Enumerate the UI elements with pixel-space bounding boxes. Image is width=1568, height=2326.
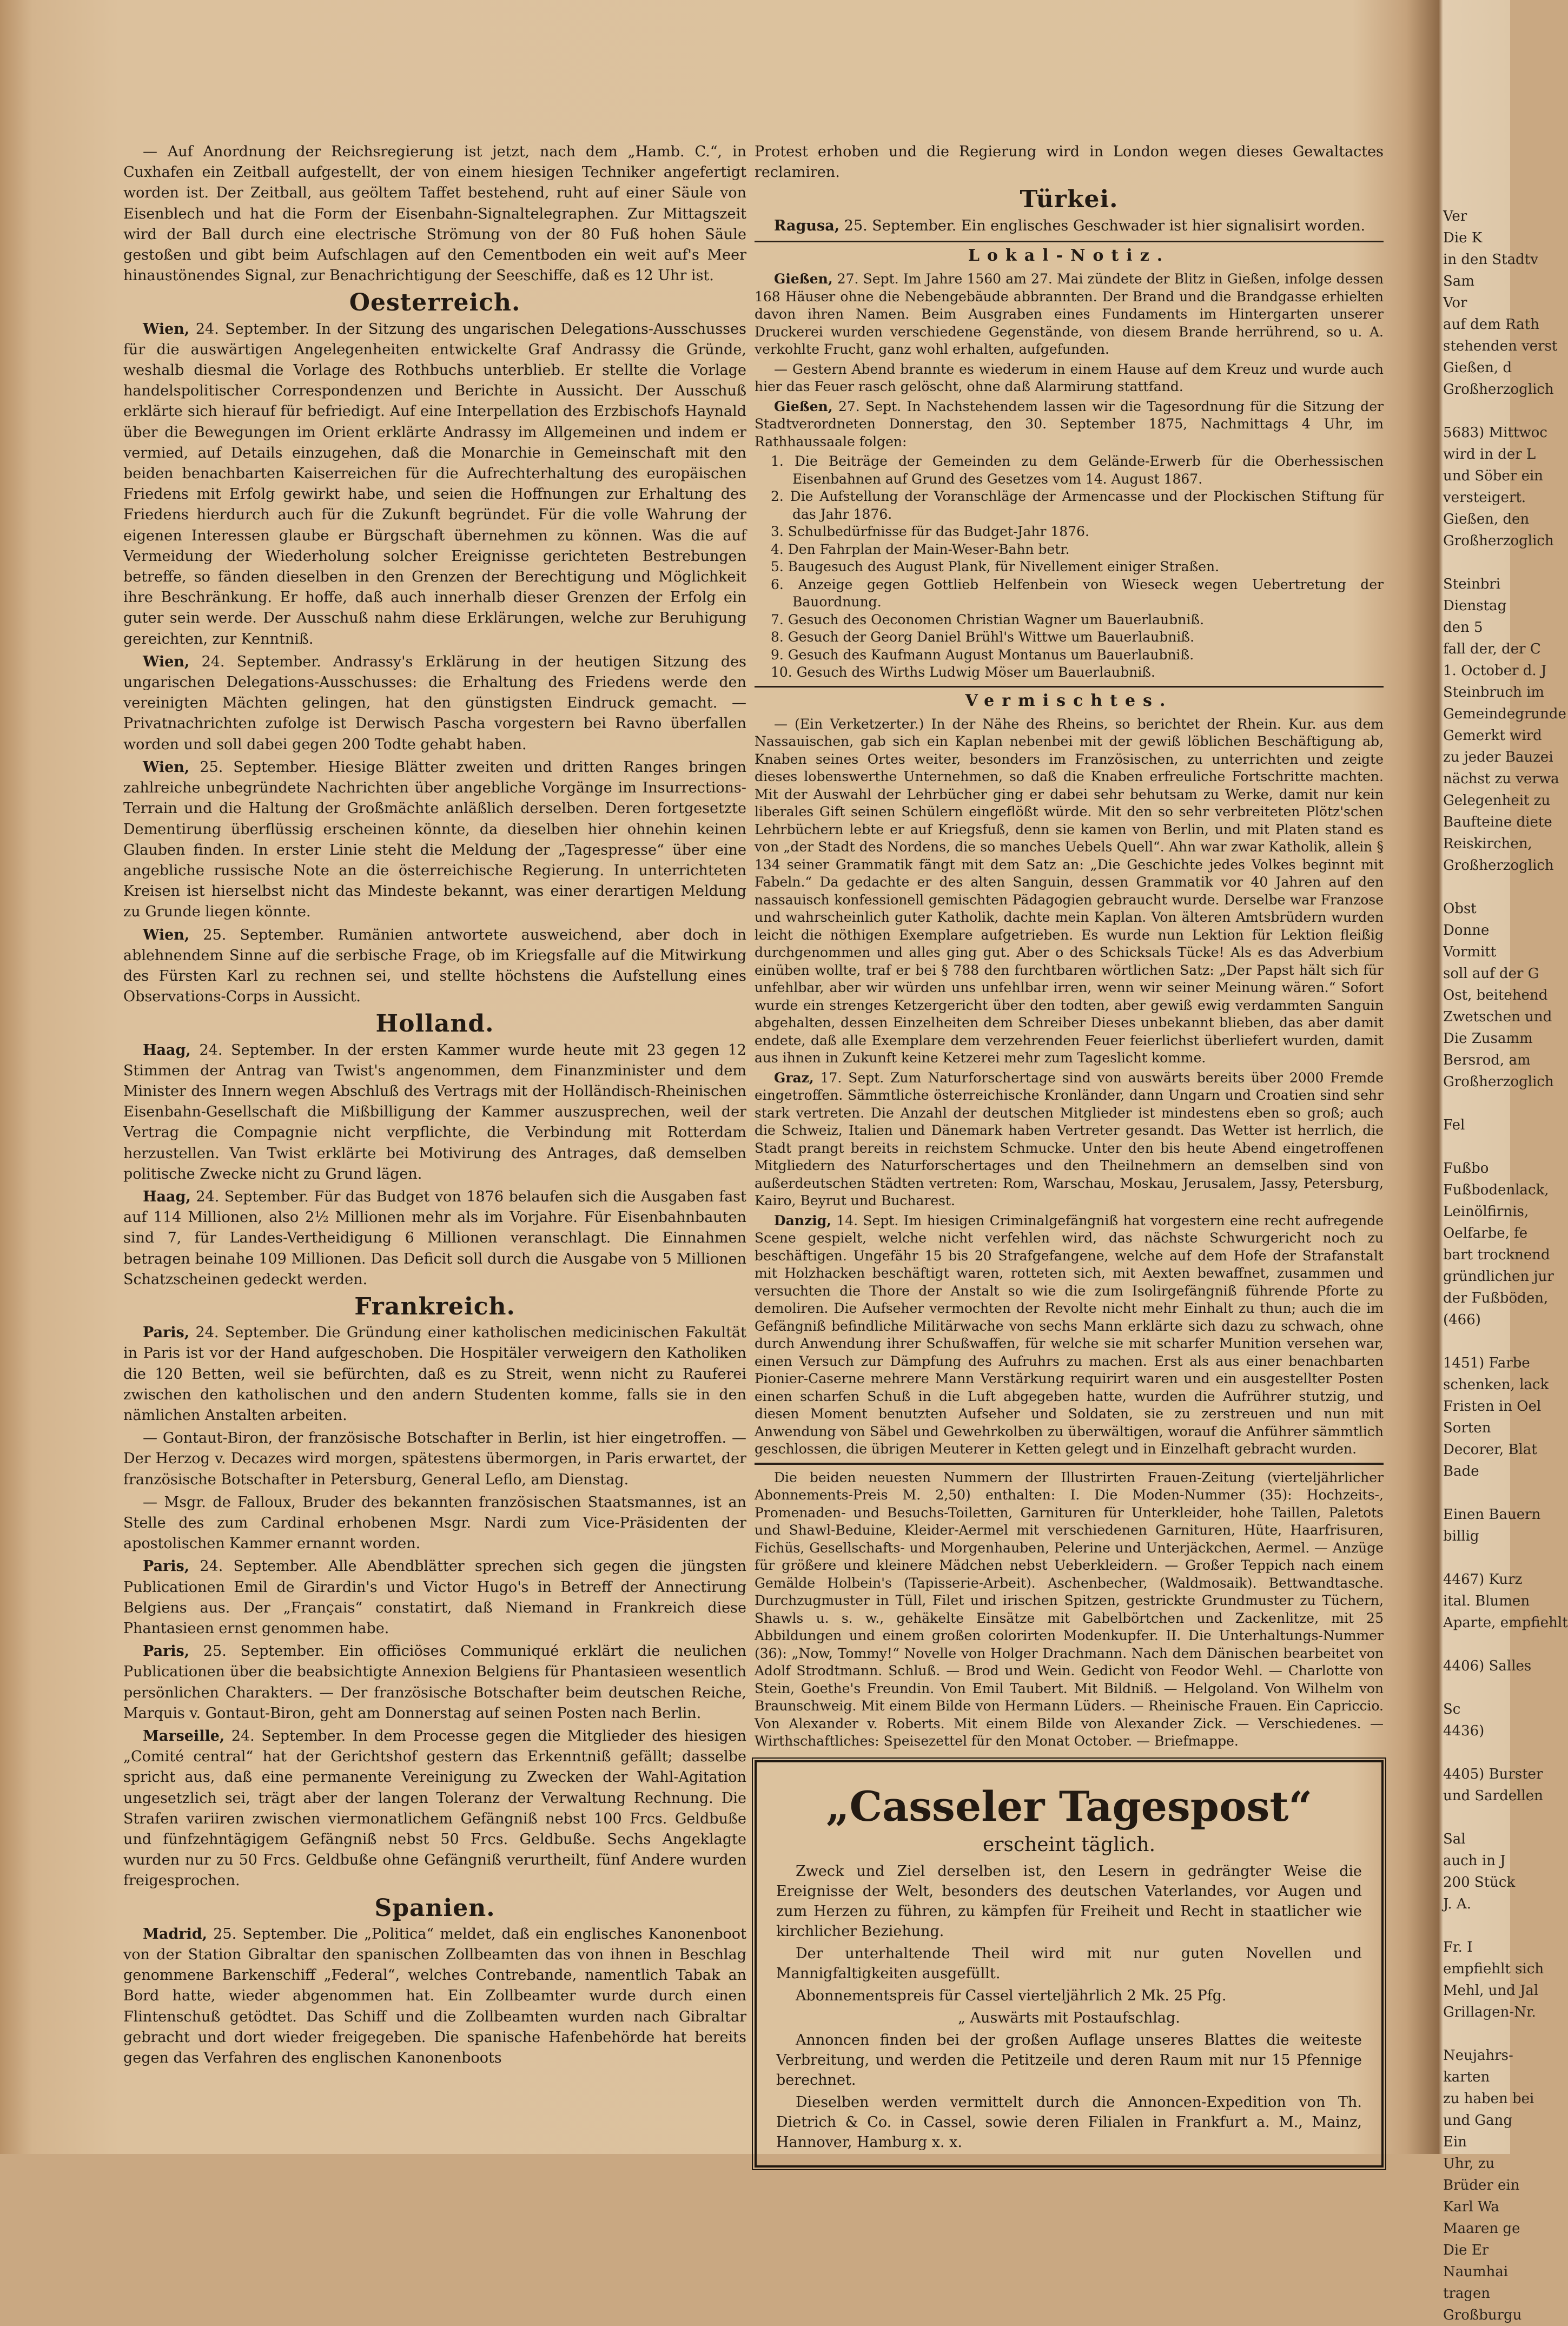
madrid-continuation: Protest erhoben und die Regierung wird in London wegen dieses Gewaltactes reclamiren. <box>755 143 1384 181</box>
strip-line: (466) <box>1443 1312 1481 1328</box>
strip-line: der Fußböden, <box>1443 1290 1549 1306</box>
strip-line: zu jeder Bauzei <box>1443 749 1553 765</box>
agenda-list <box>755 453 1384 682</box>
article-text: 25. September. Ein englisches Geschwader ist hier signalisirt worden. <box>844 217 1366 234</box>
strip-line: Maaren ge <box>1443 2221 1520 2237</box>
agenda-item: 4. Den Fahrplan der Main-Weser-Bahn betr. <box>771 541 1070 557</box>
dateline: Wien, <box>143 320 190 338</box>
strip-line: Großherzoglich <box>1443 381 1554 398</box>
ad-text: Abonnementspreis für Cassel vierteljährlich 2 Mk. 25 Pfg. <box>796 1987 1227 2004</box>
right-column <box>755 142 1384 2168</box>
strip-line: Gelegenheit zu <box>1443 792 1551 809</box>
article-wien-2 <box>123 652 746 755</box>
article-paris-3 <box>123 1641 746 1724</box>
strip-line <box>1443 1482 1510 1504</box>
strip-line: Bersrod, am <box>1443 1052 1531 1068</box>
article-paris-1 <box>123 1323 746 1426</box>
strip-line: Steinbruch im <box>1443 684 1545 701</box>
strip-line: Mehl, und Jal <box>1443 1983 1539 1999</box>
strip-line: und Söber ein <box>1443 468 1544 484</box>
dateline: Paris, <box>143 1324 190 1342</box>
agenda-item: 1. Die Beiträge der Gemeinden zu dem Gelände-Erwerb für die Oberhessischen Eisenbahnen auf Grund des Gesetzes vom 14. August 1867. <box>771 453 1384 487</box>
strip-line: Bade <box>1443 1463 1479 1479</box>
article-text: 25. September. Rumänien antwortete ausweichend, aber doch in ablehnendem Sinne auf die serbische Frage, ob im Kriegsfalle auf die Mitwirkung des Fürsten Karl zu rechnen sei, und stellte höchstens die Aufstellung eines Observations-Corps in Aussicht. <box>123 926 746 1006</box>
strip-line: schenken, lack <box>1443 1377 1549 1393</box>
strip-line: wird in der L <box>1443 446 1536 462</box>
strip-line <box>1443 400 1510 422</box>
strip-line: Grillagen-Nr. <box>1443 2004 1536 2020</box>
article-marseille <box>123 1726 746 1892</box>
strip-line: Fel <box>1443 1117 1465 1133</box>
article-graz <box>755 1069 1384 1210</box>
strip-line: auch in J <box>1443 1853 1506 1869</box>
strip-line: Fußbo <box>1443 1160 1489 1177</box>
article-text: 24. September. In dem Processe gegen die Mitglieder des hiesigen „Comité central“ hat der Gerichtshof gestern das Erkenntniß gefällt; dasselbe spricht aus, daß eine permanente Vereinigung zu Zwecken der Wahl-Agitation ungesetzlich sei, trägt aber der langen Toleranz der Verwaltung Rechnung. Die Strafen variiren zwischen viermonatlichem Gefängniß nebst 100 Frcs. Geldbuße und fünfzehntägigem Gefängniß nebst 50 Frcs. Geldbuße. Sechs Angeklagte wurden nur zu 50 Frcs. Geldbuße ohne Gefängniß verurtheilt, fünf Andere wurden freigesprochen. <box>123 1728 746 1889</box>
strip-line: Karl Wa <box>1443 2199 1499 2215</box>
article-text: 27. Sept. In Nachstehendem lassen wir die Tagesordnung für die Sitzung der Stadtverordneten Donnerstag, den 30. September 1875, Nachmittags 4 Uhr, im Rathhaussaale folgen: <box>755 398 1384 450</box>
article-text: 25. September. Hiesige Blätter zweiten und dritten Ranges bringen zahlreiche unbegründete Nachrichten über angebliche Vorgänge im Insurrections-Terrain und die Haltung der Großmächte anläßlich derselben. Deren fortgesetzte Dementirung überflüssig erscheinen könnte, da dieselben hier ohnehin keinen Glauben finden. In erster Linie steht die Meldung der „Tagespresse“ über eine angebliche russische Note an die österreichische Regierung. In unterrichteten Kreisen ist hierselbst nicht das Mindeste bekannt, was einer derartigen Meldung zu Grunde liegen könnte. <box>123 758 746 921</box>
strip-line: Steinbri <box>1443 576 1501 592</box>
strip-line: den 5 <box>1443 619 1483 636</box>
strip-line: Obst <box>1443 901 1477 917</box>
strip-line: ital. Blumen <box>1443 1593 1530 1609</box>
strip-line: 4406) Salles <box>1443 1658 1532 1674</box>
dateline: Gießen, <box>774 398 833 414</box>
strip-line: stehenden verst <box>1443 338 1558 354</box>
strip-line: billig <box>1443 1528 1479 1544</box>
heading-frankreich: Frankreich. <box>354 1292 515 1320</box>
dateline: Gießen, <box>774 271 833 287</box>
dateline: Paris, <box>143 1643 190 1660</box>
heading-spanien: Spanien. <box>374 1894 495 1922</box>
article-wien-4 <box>123 925 746 1008</box>
article-wien-1 <box>123 319 746 650</box>
heading-tuerkei: Türkei. <box>1020 186 1119 214</box>
agenda-item: 2. Die Aufstellung der Voranschläge der Armencasse und der Plockischen Stiftung für das Jahr 1876. <box>771 488 1384 522</box>
dateline: Paris, <box>143 1558 190 1575</box>
strip-line: Gemeindegrunde <box>1443 706 1566 722</box>
strip-line: Decorer, Blat <box>1443 1442 1537 1458</box>
strip-line: 4467) Kurz <box>1443 1571 1523 1588</box>
strip-line: Naumhai <box>1443 2264 1509 2280</box>
adjacent-page-strip <box>1443 206 1568 2326</box>
dateline: Graz, <box>774 1069 814 1086</box>
article-giessen-1 <box>755 270 1384 359</box>
strip-line: Reiskirchen, <box>1443 836 1532 852</box>
strip-line: 200 Stück <box>1443 1874 1516 1891</box>
strip-line <box>1443 1915 1510 1937</box>
article-wien-3 <box>123 757 746 923</box>
ad-text: „ Auswärts mit Postaufschlag. <box>958 2009 1180 2026</box>
article-text: 25. September. Ein officiöses Communiqué erklärt die neulichen Publicationen über die beabsichtigte Annexion Belgiens für Phantasieen wesentlich persönlichen Charakters. — Der französische Botschafter beim deutschen Reiche, Marquis v. Gontaut-Biron, geht am Donnerstag auf seinen Posten nach Berlin. <box>123 1643 746 1722</box>
dateline: Haag, <box>143 1041 191 1059</box>
ad-title: „Casseler Tagespost“ <box>825 1782 1313 1831</box>
ad-text: Der unterhaltende Theil wird mit nur guten Novellen und Mannigfaltigkeiten ausgefüllt. <box>776 1945 1362 1982</box>
ad-text: Annoncen finden bei der großen Auflage unseres Blattes die weiteste Verbreitung, und werden die Petitzeile und deren Raum mit nur 15 Pfennige berechnet. <box>776 2031 1362 2089</box>
strip-line: Vor <box>1443 295 1467 311</box>
dateline: Danzig, <box>774 1212 831 1228</box>
strip-line: Zwetschen und <box>1443 1009 1552 1025</box>
agenda-item: 6. Anzeige gegen Gottlieb Helfenbein von Wieseck wegen Uebertretung der Bauordnung. <box>771 576 1384 610</box>
dateline: Ragusa, <box>774 217 840 234</box>
dateline: Wien, <box>143 758 190 776</box>
strip-line: gründlichen jur <box>1443 1268 1554 1285</box>
strip-line: Aparte, empfiehlt <box>1443 1615 1568 1631</box>
article-paris-2 <box>123 1556 746 1639</box>
strip-line: Brüder ein <box>1443 2177 1520 2193</box>
agenda-item: 8. Gesuch der Georg Daniel Brühl's Wittwe um Bauerlaubniß. <box>771 629 1195 645</box>
strip-line: Vormitt <box>1443 944 1497 960</box>
notice-frauen-zeitung: Die beiden neuesten Nummern der Illustrirten Frauen-Zeitung (vierteljährlicher Abonnements-Preis M. 2,50) enthalten: I. Die Moden-Nummer (35): Hochzeits-, Promenaden- und Besuchs-Toiletten, Garnituren für Unterkleider, hohe Taillen, Paletots und Shawl-Beduine, Kleider-Aermel mit verschiedenen Garnituren, Hüte, Haarfrisuren, Fichüs, Gesellschafts- und Morgenhauben, Pelerine und Unterjäckchen, Aermel. — Anzüge für größere und kleinere Mädchen nebst Ueberkleidern. — Großer Teppich nach einem Gemälde Holbein's (Tapisserie-Arbeit). Aschenbecher, (Waldmosaik). Bettwandtasche. Durchzugmuster in Tüll, Filet und irischen Spitzen, gestrickte Grundmuster zu Tüchern, Shawls u. s. w., gehäkelte Einsätze mit Gabelbörtchen und Zackenlitze, mit 25 Abbildungen und einem großen colorirten Modenkupfer. II. Die Unterhaltungs-Nummer (36): „Now, Tommy!“ Novelle von Holger Drachmann. Nach dem Dänischen bearbeitet von Adolf Strodtmann. Schluß. — Brod und Wein. Gedicht von Feodor Wehl. — Charlotte von Stein, Goethe's Freundin. Von Emil Taubert. Mit Bildniß. — Helgoland. Von Wilhelm von Braunschweig. Mit einem Bilde von Hermann Lüders. — Rheinische Frauen. Ein Capriccio. Von Alexander v. Roberts. Mit einem Bilde von Alexander Zick. — Verschiedenes. — Wirthschaftliches: Speisezettel für den Monat October. — Briefmappe. <box>755 1469 1384 1749</box>
article-text: 24. September. In der ersten Kammer wurde heute mit 23 gegen 12 Stimmen der Antrag van Twist's angenommen, dem Finanzminister und dem Minister des Innern wegen Abschluß des Vertrags mit der Holländisch-Rheinischen Eisenbahn-Gesellschaft die Mißbilligung der Kammer auszusprechen, weil der Vertrag die Compagnie nicht verpflichte, die Verbindung mit Rotterdam herzustellen. Van Twist erklärte bei Motivirung des Antrages, daß demselben politische Zwecke nicht zu Grund lägen. <box>123 1041 746 1182</box>
ad-text: Zweck und Ziel derselben ist, den Lesern in gedrängter Weise die Ereignisse der Welt, besonders des deutschen Vaterlandes, vor Augen und zum Herzen zu führen, zu kämpfen für Freiheit und Recht in staatlicher wie kirchlicher Beziehung. <box>776 1862 1362 1940</box>
strip-line: 4405) Burster <box>1443 1766 1543 1782</box>
strip-line: Großherzoglich <box>1443 533 1554 549</box>
strip-line: Ver <box>1443 208 1467 224</box>
strip-line: Großherzoglich <box>1443 857 1554 874</box>
agenda-item: 10. Gesuch des Wirths Ludwig Möser um Bauerlaubniß. <box>771 664 1155 680</box>
strip-line: 5683) Mittwoc <box>1443 425 1547 441</box>
strip-line: Dienstag <box>1443 598 1507 614</box>
strip-line: Großburgu <box>1443 2307 1522 2323</box>
strip-line: Einen Bauern <box>1443 1506 1541 1523</box>
strip-line: Donne <box>1443 922 1490 939</box>
strip-line: Die Er <box>1443 2242 1489 2258</box>
strip-line: karten <box>1443 2069 1490 2085</box>
strip-line: Sorten <box>1443 1420 1491 1436</box>
strip-line <box>1443 1677 1510 1699</box>
strip-line: soll auf der G <box>1443 966 1539 982</box>
strip-line: Sal <box>1443 1831 1466 1847</box>
article-ragusa <box>755 216 1384 236</box>
strip-line: auf dem Rath <box>1443 316 1539 333</box>
article-text: 27. Sept. Im Jahre 1560 am 27. Mai zündete der Blitz in Gießen, infolge dessen 168 Häuser ohne die Nebengebäude abbrannten. Der Brand und die Brandgasse erhielten davon ihren Namen. Beim Ausgraben eines Fundaments im Hintergarten unserer Druckerei wurden verschiedene Gegenstände, von diesem Brande herrührend, so u. A. verkohlte Frucht, ganz wohl erhalten, aufgefunden. <box>755 271 1384 358</box>
strip-line: 1. October d. J <box>1443 663 1547 679</box>
strip-line: und Sardellen <box>1443 1788 1543 1804</box>
article-text: 24. September. Alle Abendblätter sprechen sich gegen die jüngsten Publicationen Emil de Girardin's und Victor Hugo's in Betreff der Annectirung Belgiens aus. Der „Français“ constatirt, daß Niemand in Frankreich diese Phantasieen ernst genommen habe. <box>123 1558 746 1637</box>
strip-line: und Gang <box>1443 2112 1513 2129</box>
intro-article: — Auf Anordnung der Reichsregierung ist jetzt, nach dem „Hamb. C.“, in Cuxhafen ein Zeitball aufgestellt, der von einem hiesigen Techniker angefertigt worden ist. Der Zeitball, aus geöltem Taffet bestehend, ruht auf einer Säule von Eisenblech und hat die Form der Eisenbahn-Signaltelegraphen. Zur Mittagszeit wird der Ball durch eine electrische Strömung von der 80 Fuß hohen Säule gestoßen und gibt beim Aufschlagen auf den Cementboden ein weit auf's Meer hinaustönendes Signal, zur Benachrichtigung der Seeschiffe, daß es 12 Uhr ist. <box>123 143 746 285</box>
strip-line: Großherzoglich <box>1443 1074 1554 1090</box>
strip-line: tragen <box>1443 2285 1491 2302</box>
strip-line <box>1443 1093 1510 1114</box>
article-haag-1 <box>123 1040 746 1185</box>
strip-line: Fristen in Oel <box>1443 1398 1541 1415</box>
article-paris-1c: — Msgr. de Falloux, Bruder des bekannten französischen Staatsmannes, ist an Stelle des zum Cardinal erhobenen Msgr. Nardi zum Vice-Präsidenten der apostolischen Kammer ernannt worden. <box>123 1494 746 1552</box>
strip-line: Gießen, den <box>1443 511 1530 527</box>
strip-line: bart trocknend <box>1443 1247 1550 1263</box>
strip-line: Fr. I <box>1443 1939 1473 1955</box>
strip-line: Sam <box>1443 273 1474 289</box>
dateline: Wien, <box>143 926 190 943</box>
article-text: 14. Sept. Im hiesigen Criminalgefängniß hat vorgestern eine recht aufregende Scene gespielt, welche nicht verfehlen wird, das nächste Schwurgericht noch zu beschäftigen. Ungefähr 15 bis 20 Strafgefangene, welche auf dem Hofe der Strafanstalt mit Holzhacken beschäftigt waren, rotteten sich, mit Aexten bewaffnet, zusammen und versuchten die Thore der Anstalt so wie die zum Isolirgefängniß führende Pforte zu demoliren. Die Aufseher vermochten der Revolte nicht mehr Einhalt zu thun; auch die im Gefängniß befindliche Militärwache von sechs Mann erklärte sich dazu zu schwach, ohne durch Anwendung ihrer Schußwaffen, für welche sie mit scharfer Munition versehen war, einen Versuch zur Dämpfung des Aufruhrs zu machen. Erst als aus einer benachbarten Pionier-Caserne mehrere Mann Verstärkung requirirt waren und ein ausgestellter Posten einen scharfen Schuß in die Luft abgegeben hatte, wurden die Aufrührer stutzig, und diesen Moment benutzten Aufseher und Soldaten, sie zu zerstreuen und nun mit Anwendung von Säbel und Gewehrkolben zu überwältigen, worauf die Anführer sämmtlich geschlossen, die übrigen Meuterer in Ketten gelegt und in Einzelhaft gebracht wurden. <box>755 1212 1384 1457</box>
strip-line: Die K <box>1443 230 1483 246</box>
strip-line: empfiehlt sich <box>1443 1961 1544 1977</box>
article-text: 24. September. Für das Budget von 1876 belaufen sich die Ausgaben fast auf 114 Millionen, also 2½ Millionen mehr als im Vorjahre. Für Eisenbahnbauten sind 7, für Landes-Vertheidigung 6 Millionen veranschlagt. Die Einnahmen betragen beinahe 109 Millionen. Das Deficit soll durch die Ausgabe von 5 Millionen Schatzscheinen gedeckt werden. <box>123 1188 746 1288</box>
strip-line: in den Stadtv <box>1443 252 1538 268</box>
ad-subtitle: erscheint täglich. <box>982 1833 1156 1856</box>
strip-line: Ost, beitehend <box>1443 987 1548 1003</box>
strip-line: Sc <box>1443 1701 1461 1717</box>
agenda-item: 3. Schulbedürfnisse für das Budget-Jahr 1876. <box>771 524 1089 540</box>
strip-line: Neujahrs- <box>1443 2047 1513 2064</box>
agenda-item: 9. Gesuch des Kaufmann August Montanus um Bauerlaubniß. <box>771 646 1194 663</box>
article-text: 17. Sept. Zum Naturforschertage sind von auswärts bereits über 2000 Fremde eingetroffen. Sämmtliche österreichische Kronländer, dann Ungarn und Croatien sind sehr stark vertreten. Die Anzahl der deutschen Mitglieder ist mindestens eben so groß; auch die Schweiz, Italien und Dänemark haben Vertreter gesandt. Das Wetter ist herrlich, die Stadt prangt bereits in reichstem Schmucke. Unter den bis heute Abend eingetroffenen Mitgliedern des Naturforschertages und den Theilnehmern an demselben sind von außerdeutschen Städten vertreten: Rom, Warschau, Moskau, Jerusalem, Jassy, Petersburg, Kairo, Beyrut und Bucharest. <box>755 1069 1384 1209</box>
strip-line: fall der, der C <box>1443 641 1541 657</box>
strip-line: Gemerkt wird <box>1443 728 1542 744</box>
article-verketzerter: — (Ein Verketzerter.) In der Nähe des Rheins, so berichtet der Rhein. Kur. aus dem Nassauischen, gab sich ein Kaplan nebenbei mit der gewiß löblichen Beschäftigung ab, Knaben seines Ortes weiter, besonders im Französischen, zu unterrichten und zeigte dieses lobenswerthe Unternehmen, so daß die Knaben erfreuliche Fortschritte machten. Mit der Auswahl der Lehrbücher ging er dabei sehr behutsam zu Werke, damit nur kein liberales Gift seinen Schülern eingeflößt würde. Mit den so sehr verbreiteten Plötz'schen Lehrbüchern lebte er auf Kriegsfuß, denn sie kamen von Berlin, und mit Platen stand es von „der Stadt des Nordens, die so manches Uebels Quell“. Ahn war zwar Katholik, allein § 134 seiner Grammatik fängt mit dem Satz an: „Die Geschichte jedes Volkes beginnt mit Fabeln.“ Da gedachte er des alten Sanguin, dessen Grammatik vor 40 Jahren auf den nassauisch konfessionell gemischten Pädagogien gebraucht wurde. Derselbe war Franzose und wahrscheinlich guter Katholik, dachte mein Kaplan. Von älteren Amtsbrüdern wurden leicht die nöthigen Exemplare aufgetrieben. Es wurde nun Lektion für Lektion fleißig durchgenommen und alles ging gut. Aber o des Schicksals Tücke! Als es das Adverbium einüben wollte, traf er bei § 788 den furchtbaren wörtlichen Satz: „Der Papst hält sich für unfehlbar, aber wir würden uns unfehlbar irren, wenn wir seiner Meinung wären.“ Sofort wurde ein strenges Ketzergericht über den todten, aber gewiß ewig verdammten Sanguin abgehalten, dessen Einzelheiten dem Schreiber Dieses unbekannt blieben, das aber damit endete, daß alle Exemplare dem verzehrenden Feuer feierlichst überliefert wurden, damit aus ihnen in Zukunft keine Ketzerei mehr zum Tageslicht komme. <box>755 716 1384 1066</box>
strip-line <box>1443 1547 1510 1569</box>
strip-line: versteigert. <box>1443 490 1526 506</box>
article-paris-1b: — Gontaut-Biron, der französische Botschafter in Berlin, ist hier eingetroffen. — Der Herzog v. Decazes wird morgen, spätestens übermorgen, in Paris erwartet, der französische Botschafter in Petersburg, General Leflo, am Dienstag. <box>123 1430 746 1488</box>
strip-line: Oelfarbe, fe <box>1443 1225 1528 1241</box>
article-giessen-2 <box>755 398 1384 451</box>
strip-line: zu haben bei <box>1443 2091 1534 2107</box>
strip-line: Baufteine diete <box>1443 814 1552 830</box>
article-text: 24. September. Andrassy's Erklärung in der heutigen Sitzung des ungarischen Delegations-Ausschusses: die Erhaltung des Friedens werde den vereinigten Mächten gelingen, hat den günstigsten Eindruck gemacht. — Privatnachrichten zufolge ist Derwisch Pascha vorgestern bei Ravno überfallen worden und soll dabei gegen 200 Todte gehabt haben. <box>123 653 746 753</box>
strip-line <box>1443 2023 1510 2045</box>
heading-vermischtes: Vermischtes. <box>755 686 1384 711</box>
article-giessen-1b: — Gestern Abend brannte es wiederum in einem Hause auf dem Kreuz und wurde auch hier das Feuer rasch gelöscht, ohne daß Alarmirung stattfand. <box>755 361 1384 395</box>
strip-line: 1451) Farbe <box>1443 1355 1530 1371</box>
agenda-item: 5. Baugesuch des August Plank, für Nivellement einiger Straßen. <box>771 559 1220 575</box>
strip-line: J. A. <box>1443 1896 1471 1912</box>
strip-line: nächst zu verwa <box>1443 771 1559 787</box>
article-madrid <box>123 1924 746 2069</box>
dateline: Marseille, <box>143 1728 225 1745</box>
strip-line <box>1443 1331 1510 1352</box>
ad-text: Dieselben werden vermittelt durch die Annoncen-Expedition von Th. Dietrich & Co. in Cassel, sowie deren Filialen in Frankfurt a. M., Mainz, Hannover, Hamburg x. x. <box>776 2093 1362 2151</box>
strip-line: Die Zusamm <box>1443 1030 1533 1047</box>
heading-holland: Holland. <box>375 1010 494 1038</box>
advertisement-casseler-tagespost <box>755 1760 1384 2168</box>
left-column <box>123 142 746 2071</box>
lokal-block <box>755 270 1384 682</box>
dateline: Wien, <box>143 653 190 670</box>
strip-line <box>1443 1807 1510 1828</box>
article-text: 24. September. Die Gründung einer katholischen medicinischen Fakultät in Paris ist vor der Hand aufgeschoben. Die Hospitäler verweigern den Katholiken die 120 Betten, weil sie befürchten, daß es zu Streit, wenn nicht zu Raufereі zwischen den katholischen und den andern Studenten komme, falls sie in den nämlichen Anstalten arbeiten. <box>123 1324 746 1424</box>
agenda-item: 7. Gesuch des Oeconomen Christian Wagner um Bauerlaubniß. <box>771 611 1205 627</box>
article-text: 24. September. In der Sitzung des ungarischen Delegations-Ausschusses für die auswärtigen Angelegenheiten entwickelte Graf Andrassy die Gründe, weshalb diesmal die Vorlage des Rothbuchs unterblieb. Er stellte die Vorlage handelspolitischer Correspondenzen und Berichte in Aussicht. Der Ausschuß erklärte sich hierauf für befriedigt. Auf eine Interpellation des Erzbischofs Haynald über die Bewegungen im Orient erklärte Andrassy im Allgemeinen und indem er vermied, auf Details einzugehen, daß die Monarchie in Gemeinschaft mit den beiden benachbarten Kaiserreichen für die Aufrechterhaltung des europäischen Friedens mit Erfolg gewirkt habe, und seien die Hoffnungen zur Erhaltung des Friedens hierdurch auch für die Zukunft begründet. Für die volle Wahrung der eigenen Interessen glaube er Bürgschaft übernehmen zu können. Was die auf Vermeidung der Wiederholung solcher Ereignisse gerichteten Bestrebungen betreffe, so fänden dieselben in den Grenzen der Berechtigung und Möglichkeit ihre Beschränkung. Er hoffe, daß auch innerhalb dieser Grenzen der Erfolg ein guter sein werde. Der Ausschuß nahm diese Erklärungen, welche zur Beruhigung gereichten, zur Kenntniß. <box>123 320 746 647</box>
dateline: Haag, <box>143 1188 191 1205</box>
strip-line: Fußbodenlack, <box>1443 1182 1549 1198</box>
strip-line <box>1443 1742 1510 1763</box>
strip-line <box>1443 876 1510 898</box>
strip-line: Leinölfirnis, <box>1443 1204 1529 1220</box>
article-danzig <box>755 1212 1384 1458</box>
article-text: 25. September. Die „Politica“ meldet, daß ein englisches Kanonenboot von der Station Gibraltar den spanischen Zollbeamten das von ihnen in Beschlag genommene Barkenschiff „Federal“, welches Contrebande, namentlich Tabak an Bord hatte, wieder abgenommen hat. Ein Zollbeamter wurde durch einen Flintenschuß getödtet. Das Schiff und die Zollbeamten wurden nach Gibraltar gebracht und dort wieder freigegeben. Die spanische Hafenbehörde hat bereits gegen das Verfahren des englischen Kanonenboots <box>123 1925 746 2067</box>
strip-line <box>1443 552 1510 573</box>
strip-line: Uhr, zu <box>1443 2156 1495 2172</box>
heading-oesterreich: Oesterreich. <box>349 289 521 317</box>
strip-line: 4436) <box>1443 1723 1485 1739</box>
strip-line <box>1443 1136 1510 1158</box>
divider <box>755 1463 1384 1465</box>
vermischtes-block <box>755 716 1384 1750</box>
strip-line: Ein <box>1443 2134 1467 2150</box>
heading-lokal-notiz: Lokal-Notiz. <box>755 241 1384 266</box>
strip-line: Gießen, d <box>1443 360 1512 376</box>
article-haag-2 <box>123 1187 746 1290</box>
dateline: Madrid, <box>143 1925 208 1942</box>
strip-line <box>1443 1634 1510 1655</box>
